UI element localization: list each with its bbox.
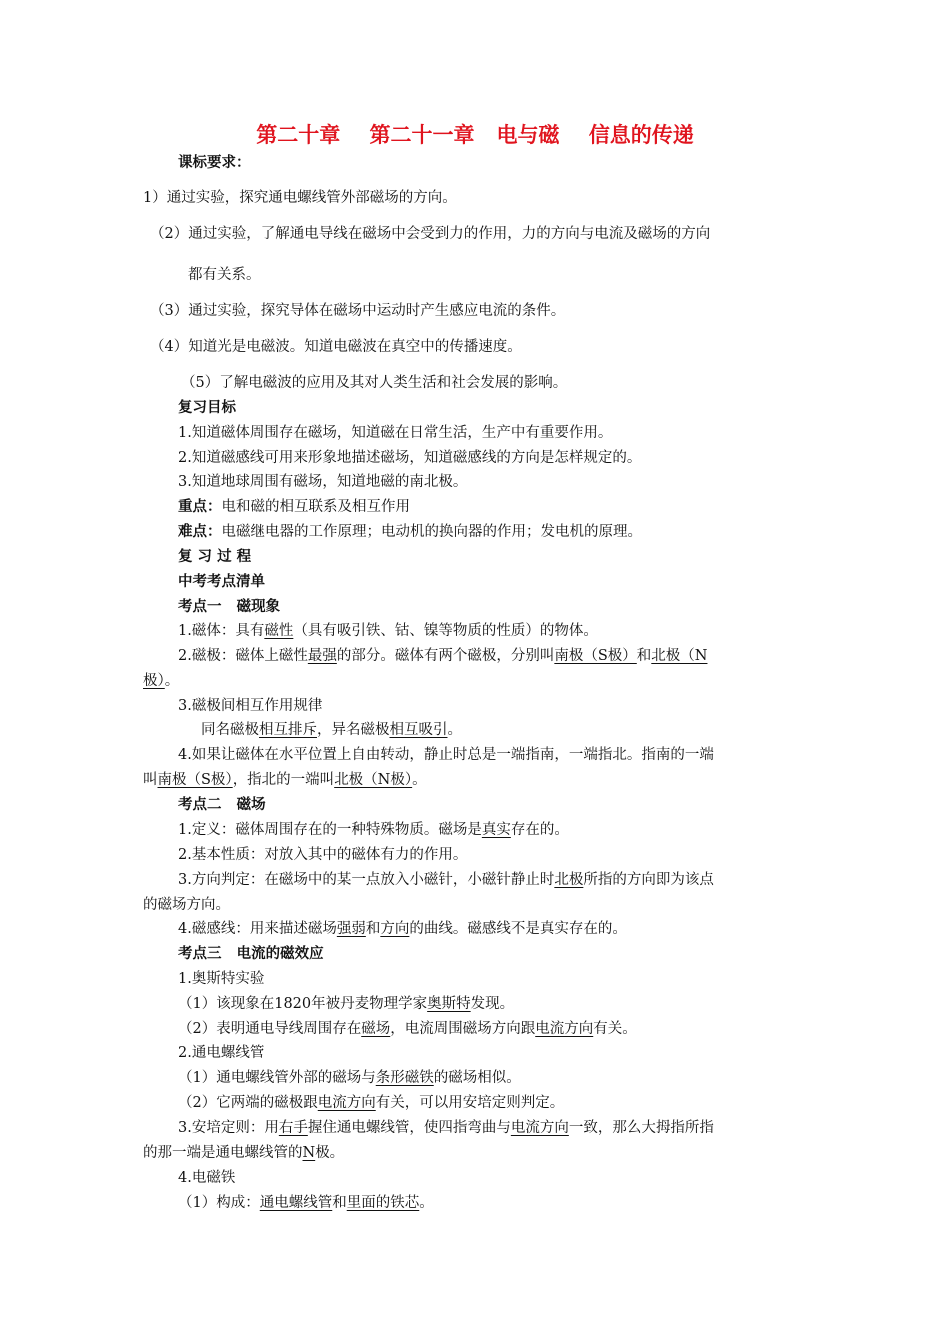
answer-blank: 真实	[481, 822, 511, 838]
answer-blank: 南极（S极）	[157, 772, 233, 788]
key-label: 重点：	[178, 499, 222, 515]
curriculum-heading: 课标要求：	[178, 155, 251, 171]
answer-blank: 南极（S极）	[554, 648, 637, 664]
text-run: 和	[332, 1195, 347, 1211]
text-run: 和	[636, 648, 652, 664]
answer-blank: 右手	[278, 1120, 308, 1136]
point2-line2: 2.基本性质：对放入其中的磁体有力的作用。	[178, 847, 468, 863]
text-run: （1）构成：	[178, 1195, 260, 1211]
text-run: ，电流周围磁场方向跟	[390, 1021, 536, 1037]
answer-blank: 电流方向	[535, 1021, 594, 1037]
text-run: （2）表明通电导线周围存在	[178, 1021, 362, 1037]
point3-line2: 2.通电螺线管	[178, 1045, 265, 1061]
text-run: 4.磁感线：用来描述磁场	[178, 921, 337, 937]
goal-item-2: 2.知道磁感线可用来形象地描述磁场，知道磁感线的方向是怎样规定的。	[178, 450, 642, 466]
text-run: 极。	[315, 1145, 345, 1161]
list-heading: 中考考点清单	[178, 574, 265, 590]
difficulty-label: 难点：	[178, 524, 222, 540]
text-run: 。	[412, 772, 427, 788]
text-run: 的磁场相似。	[433, 1070, 521, 1086]
point3-line2b	[178, 1093, 564, 1113]
answer-blank: 条形磁铁	[375, 1070, 434, 1086]
text-run: （1）该现象在1820年被丹麦物理学家	[178, 996, 428, 1012]
goal-item-3: 3.知道地球周围有磁场，知道地磁的南北极。	[178, 474, 468, 490]
answer-blank: 奥斯特	[427, 996, 471, 1012]
answer-blank: 磁场	[361, 1021, 391, 1037]
answer-blank: 通电螺线管	[259, 1195, 333, 1211]
point1-line4: 4.如果让磁体在水平位置上自由转动，静止时总是一端指南，一端指北。指南的一端	[178, 747, 714, 763]
point3-line3-cont	[143, 1143, 344, 1163]
text-run: （1）通电螺线管外部的磁场与	[178, 1070, 376, 1086]
curriculum-item-3: （3）通过实验，探究导体在磁场中运动时产生感应电流的条件。	[150, 303, 566, 319]
curriculum-item-2-cont: 都有关系。	[188, 267, 261, 283]
answer-blank: 极）	[143, 673, 165, 689]
answer-blank: 相互吸引	[389, 722, 448, 738]
text-run: 的那一端是通电螺线管的	[143, 1145, 303, 1161]
answer-blank: 相互排斥	[259, 722, 317, 738]
point3-line3	[178, 1118, 714, 1138]
text-run: 。	[419, 1195, 434, 1211]
answer-blank: 里面的铁芯	[346, 1195, 420, 1211]
point2-heading: 考点二 磁场	[178, 797, 266, 813]
text-run: 有关。	[593, 1021, 637, 1037]
text-run: （2）它两端的磁极跟	[178, 1095, 318, 1111]
point2-line4	[178, 919, 627, 939]
point3-line2a	[178, 1068, 521, 1088]
curriculum-item-2: （2）通过实验，了解通电导线在磁场中会受到力的作用，力的方向与电流及磁场的方向	[150, 226, 711, 242]
answer-blank: 强弱	[336, 921, 366, 937]
text-run: 。	[164, 673, 180, 689]
point2-line3	[178, 870, 714, 890]
text-run: ，异名磁极	[317, 722, 390, 738]
text-run: 有关，可以用安培定则判定。	[375, 1095, 565, 1111]
point1-line4-cont	[143, 770, 427, 790]
text-run: 1.定义：磁体周围存在的一种特殊物质。磁场是	[178, 822, 482, 838]
point1-line2	[178, 646, 707, 666]
point1-line3-rule	[201, 720, 462, 740]
point3-line1b	[178, 1019, 637, 1039]
answer-blank: 电流方向	[510, 1120, 569, 1136]
answer-blank: 北极	[554, 872, 584, 888]
text-run: 叫	[143, 772, 158, 788]
text-run: 。	[447, 722, 462, 738]
text-run: 1.磁体：具有	[178, 623, 265, 639]
text-run: 3.方向判定：在磁场中的某一点放入小磁针，小磁针静止时	[178, 872, 555, 888]
text-run: 所指的方向即为该点	[583, 872, 714, 888]
curriculum-item-4: （4）知道光是电磁波。知道电磁波在真空中的传播速度。	[150, 339, 522, 355]
point3-line1a	[178, 994, 514, 1014]
page-title: 第二十章 第二十一章 电与磁 信息的传递	[256, 123, 694, 147]
difficulty-point	[178, 522, 642, 542]
text-run: 同名磁极	[201, 722, 259, 738]
text-run: 一致，那么大拇指所指	[568, 1120, 714, 1136]
point1-line2-cont	[143, 671, 179, 691]
text-run: ，指北的一端叫	[232, 772, 335, 788]
answer-blank: 方向	[380, 921, 410, 937]
text-run: （具有吸引铁、钴、镍等物质的性质）的物体。	[293, 623, 598, 639]
text-run: 的部分。磁体有两个磁极，分别叫	[336, 648, 555, 664]
point3-heading: 考点三 电流的磁效应	[178, 946, 324, 962]
answer-blank: 最强	[307, 648, 337, 664]
text-run: 和	[365, 921, 381, 937]
text-run: 3.安培定则：用	[178, 1120, 279, 1136]
curriculum-item-5: （5）了解电磁波的应用及其对人类生活和社会发展的影响。	[181, 375, 568, 391]
point2-line1	[178, 820, 569, 840]
point3-line4: 4.电磁铁	[178, 1170, 236, 1186]
key-text: 电和磁的相互联系及相互作用	[221, 499, 410, 515]
difficulty-text: 电磁继电器的工作原理；电动机的换向器的作用；发电机的原理。	[221, 524, 642, 540]
goals-heading: 复习目标	[178, 400, 236, 416]
point3-line4a	[178, 1193, 434, 1213]
point1-line3: 3.磁极间相互作用规律	[178, 698, 323, 714]
curriculum-item-1: 1）通过实验，探究通电螺线管外部磁场的方向。	[143, 190, 457, 206]
text-run: 2.磁极：磁体上磁性	[178, 648, 308, 664]
key-point	[178, 497, 410, 517]
text-run: 的曲线。磁感线不是真实存在的。	[409, 921, 627, 937]
point3-line1: 1.奥斯特实验	[178, 971, 265, 987]
point1-line1	[178, 621, 598, 641]
answer-blank: 北极（N极）	[334, 772, 413, 788]
process-heading: 复 习 过 程	[178, 549, 252, 565]
answer-blank: 电流方向	[317, 1095, 376, 1111]
answer-blank: 磁性	[264, 623, 294, 639]
answer-blank: N	[302, 1145, 316, 1161]
text-run: 发现。	[470, 996, 515, 1012]
answer-blank: 北极（N	[651, 648, 708, 664]
point1-heading: 考点一 磁现象	[178, 599, 281, 615]
text-run: 存在的。	[510, 822, 569, 838]
text-run: 握住通电螺线管，使四指弯曲与	[307, 1120, 511, 1136]
point2-line3-cont: 的磁场方向。	[143, 897, 230, 913]
goal-item-1: 1.知道磁体周围存在磁场，知道磁在日常生活，生产中有重要作用。	[178, 425, 613, 441]
